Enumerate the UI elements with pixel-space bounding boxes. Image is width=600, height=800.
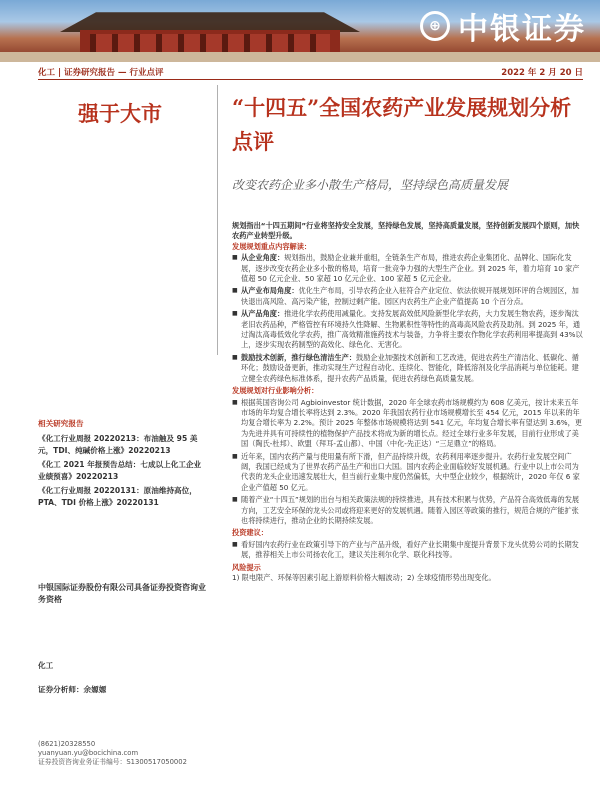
item-text: 近年来，国内农药产量与使用量有所下滑，但产品持续升级，农药利用率逐步提升。农药行业发展空间广阔，我国已经成为了世界农药产品生产和出口大国。国内农药企业面临较好发展机遇。行业中以上市公司为代表的龙头企业迅速发展壮大，但当前行业集中度仍然偏低，大中型企业较少，根据统计，2020 年仅 6 家企业产值超 50 亿元。 <box>241 451 580 492</box>
bullet-icon: ■ <box>232 310 238 318</box>
meta-divider <box>38 79 583 80</box>
report-category: 化工 | 证券研究报告 — 行业点评 <box>38 68 164 78</box>
item-text: 鼓励企业加强技术创新和工艺改进，促进农药生产清洁化、低碳化、循环化；鼓励设备更新，推动实现生产过程自动化、连续化、智能化，降低溶剂及化学品消耗与单位能耗。建立健全农药绿色标准体系，提升农药产品质量，促进农药绿色高质量发展。 <box>241 352 579 383</box>
bullet-icon: ■ <box>232 496 238 504</box>
item-text: 优化生产布局，引导农药企业入驻符合产业定位、依法依规开展规划环评的合规园区，加快退出高风险、高污染产能，控制过剩产能。园区内农药生产企业产值提高 10 个百分点。 <box>241 286 579 306</box>
related-title: 相关研究报告 <box>38 419 84 428</box>
list-item <box>232 452 584 494</box>
item-head: 鼓励技术创新，推行绿色清洁生产： <box>241 352 357 362</box>
boc-logo-icon: ⊕ <box>420 11 450 41</box>
analyst-email[interactable]: yuanyuan.yu@bocichina.com <box>38 749 139 757</box>
brand-name: 中银证券 <box>458 12 586 47</box>
risk-text: 1) 限电限产、环保等因素引起上游原料价格大幅波动；2) 全球疫情形势出现变化。 <box>232 573 496 582</box>
analyst-info <box>38 660 208 696</box>
item-text: 看好国内农药行业在政策引导下的产业与产品升级，看好产业长期集中度提升背景下龙头优势公司的长期发展，推荐相关上市公司扬农化工，建议关注利尔化学、联化科技等。 <box>241 539 579 560</box>
report-subtitle: 改变农药企业多小散生产格局，坚持绿色高质量发展 <box>232 178 509 192</box>
section-heading: 发展规划重点内容解读： <box>232 241 312 251</box>
list-item <box>232 353 584 384</box>
related-report-link[interactable]: 《化工 2021 年报预告总结：七成以上化工企业业绩预喜》20220213 <box>38 460 202 481</box>
list-item <box>232 253 584 284</box>
related-report-link[interactable]: 《化工行业周报 20220213：布油触及 95 美元，TDI、纯碱价格上涨》20220213 <box>38 434 198 455</box>
item-text: 根据英国咨询公司 Agbioinvestor 统计数据，2020 年全球农药市场规模约为 608 亿美元，按计未来五年市场的年均复合增长率将达到 2.3%。2020 年我国农药行业市场规模增长至 454 亿元，2015 年以来的年均复合增长率为 2.2%。预计 2025 年整体市场规模将达到 541 亿元，年均复合增长率有望达到 3.6%，更为先进并具有可持续性的植物保护产品技术将成为新的增长点。经过全球行业多年发展，目前行业形成了美国（陶氏-杜邦）、欧盟（拜耳-孟山都）、中国（中化-先正达）“三足鼎立”的格局。 <box>241 397 582 449</box>
analyst-phone: (8621)20328550 <box>38 740 96 748</box>
brand-logo <box>420 4 586 48</box>
list-item <box>232 286 584 307</box>
item-head: 从企业角度： <box>241 253 285 263</box>
bullet-icon: ■ <box>232 287 238 295</box>
industry-rating: 强于大市 <box>78 101 162 126</box>
analyst-name: 证券分析师：余嫄嫄 <box>38 685 107 694</box>
related-report-link[interactable]: 《化工行业周报 20220131：原油维持高位，PTA、TDI 价格上涨》20220131 <box>38 486 197 507</box>
item-head: 从产品角度： <box>241 309 285 319</box>
industry-label: 化工 <box>38 661 54 670</box>
section-heading: 风险提示 <box>232 562 261 572</box>
item-text: 规划指出，鼓励企业兼并重组，全链条生产布局，推进农药企业集团化、品牌化、国际化发展，逐步改变农药企业多小散的格局，培育一批竞争力强的大型生产企业。到 2025 年，着力培育 10 家产值超 50 亿元企业、50 家超 10 亿元企业、100 家超 5 亿元企业。 <box>241 253 580 284</box>
item-head: 从产业布局角度： <box>241 286 299 296</box>
report-date: 2022 年 2 月 20 日 <box>501 68 583 78</box>
list-item <box>232 398 584 450</box>
bullet-icon: ■ <box>232 540 238 548</box>
item-text: 推进化学农药使用减量化。支持发展高效低风险新型化学农药，大力发展生物农药，逐步淘汰老旧农药品种，严格管控有环境持久性降解、生物累积性等特性的高毒高风险农药及助剂。到 2025 年，通过淘汰高毒低效化学农药，推广高效精准施药技术与装备，力争将主要农作物化学农药利用率提高到 43%以上，逐步实现农药制型的高效化、绿色化、无害化。 <box>241 309 583 350</box>
bullet-icon: ■ <box>232 254 238 262</box>
analyst-cert: 证券投资咨询业务证书编号：S1300517050002 <box>38 758 187 766</box>
item-text: 随着产业“十四五”规划的出台与相关政策法规的持续推进，具有技术积累与优势，产品符合高效低毒的发展方向，工艺安全环保的龙头公司或将迎来更好的发展机遇。随着入园区等政策的推行，规范合规的产能扩张也将持续进行，推动企业的长期持续发展。 <box>241 495 580 525</box>
bullet-icon: ■ <box>232 452 238 460</box>
list-item <box>232 540 584 561</box>
palace-steps-graphic <box>0 52 600 62</box>
bullet-icon: ■ <box>232 398 238 406</box>
section-heading: 发展规划对行业影响分析： <box>232 386 319 396</box>
section-heading: 投资建议： <box>232 528 268 538</box>
list-item <box>232 309 584 351</box>
bullet-icon: ■ <box>232 353 238 361</box>
header-banner <box>0 0 600 62</box>
report-meta <box>38 64 583 78</box>
report-body <box>232 221 584 583</box>
report-title: “十四五”全国农药产业发展规划分析点评 <box>232 95 572 154</box>
palace-roof-graphic <box>60 10 360 32</box>
list-item <box>232 495 584 526</box>
related-reports <box>38 418 208 511</box>
company-qualification: 中银国际证券股份有限公司具备证券投资咨询业务资格 <box>38 583 206 604</box>
intro-paragraph: 规划指出“十四五期间”行业将坚持安全发展，坚持绿色发展，坚持高质量发展，坚持创新发展四个原则，加快农药产业转型升级。 <box>232 221 580 241</box>
analyst-contact <box>38 740 213 767</box>
column-divider <box>217 85 218 355</box>
